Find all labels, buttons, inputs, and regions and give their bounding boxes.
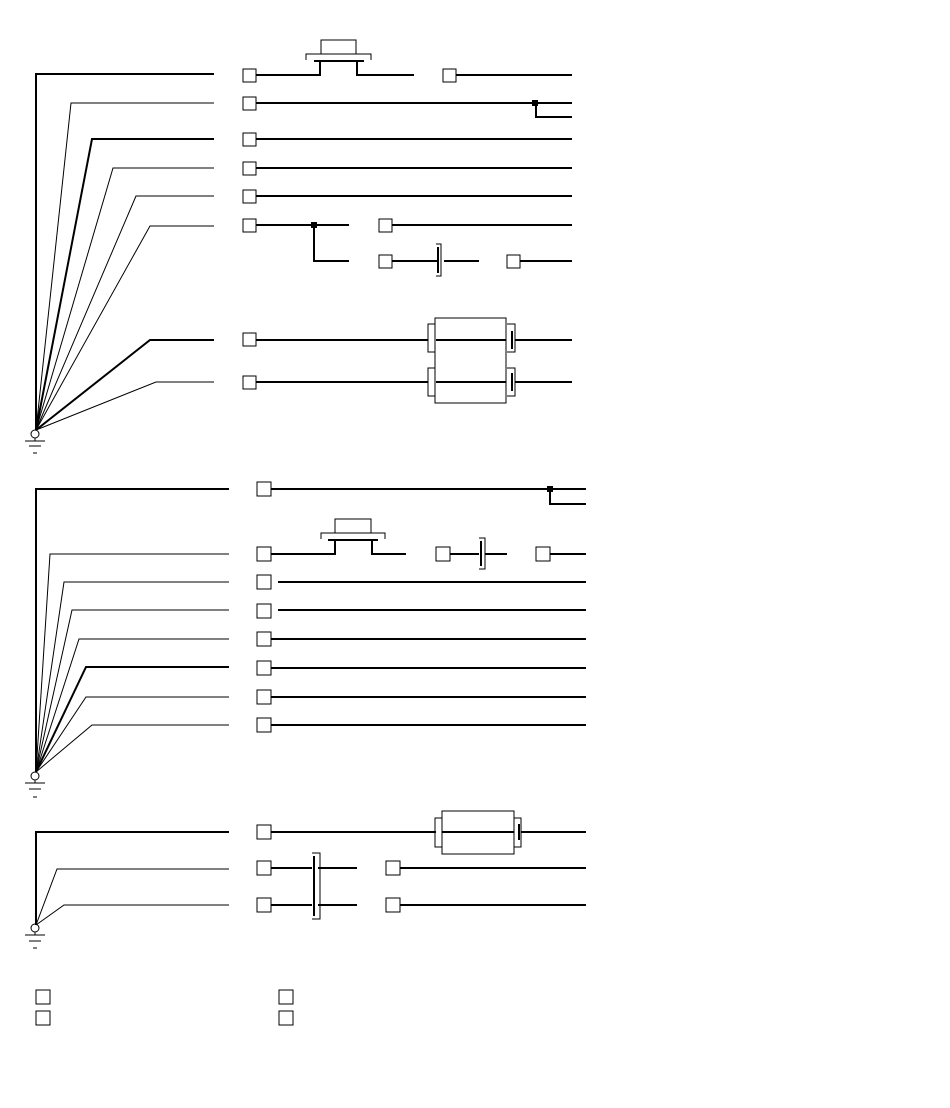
legend-box-3 — [279, 990, 293, 1004]
splice-dots-2 — [547, 486, 553, 492]
ground-symbol-2 — [25, 772, 45, 797]
diagram-section-2 — [25, 482, 586, 797]
wires-2 — [271, 489, 586, 725]
legend-box-2 — [36, 1011, 50, 1025]
dual-inline-connector — [312, 853, 320, 919]
ground-symbol-1 — [25, 430, 45, 453]
wires-1 — [256, 61, 572, 382]
ground-symbol-3 — [25, 924, 45, 948]
diagram-section-3 — [25, 811, 586, 948]
inline-connector-2 — [479, 538, 485, 569]
legend-box-1 — [36, 990, 50, 1004]
switch-symbol-2 — [321, 519, 385, 540]
connector-blocks-2 — [257, 482, 550, 732]
component-block-1 — [428, 318, 515, 403]
legend — [36, 990, 293, 1025]
harness-fan-1 — [36, 74, 214, 430]
wires-3 — [271, 832, 586, 905]
harness-fan-3 — [36, 832, 229, 925]
diagram-section-1 — [25, 40, 572, 453]
splice-dots-1 — [311, 100, 538, 228]
legend-box-4 — [279, 1011, 293, 1025]
switch-symbol-1 — [306, 40, 371, 61]
harness-fan-2 — [36, 489, 229, 772]
